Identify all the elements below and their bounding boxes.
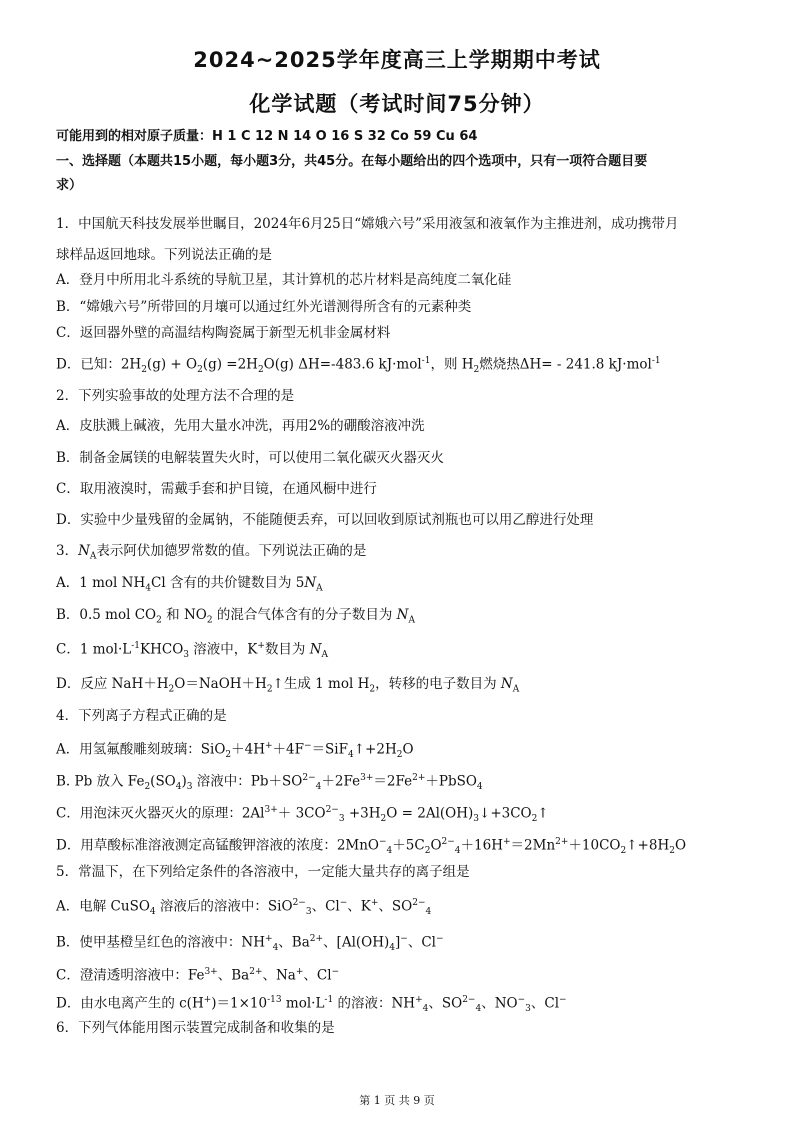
question-3-option-a: A．1 mol $NH_4Cl$ 含有的共价键数目为 $5N_A$ — [56, 575, 323, 594]
question-4-option-a: A．用氢氟酸雕刻玻璃：$SiO_2+4H^++4F^-=SiF_4↑+2H_2O$ — [56, 741, 414, 761]
question-3-option-c: C．1 $mol\cdot L^{-1}KHCO_3$ 溶液中，K+数目为 $N_A$ — [56, 641, 329, 661]
question-1-option-a: A．登月中所用北斗系统的导航卫星，其计算机的芯片材料是高纯度二氧化硅 — [56, 272, 512, 288]
question-6-stem: 6．下列气体能用图示装置完成制备和收集的是 — [56, 1020, 335, 1036]
question-3-stem: 3．$N_A$表示阿伏加德罗常数的值。下列说法正确的是 — [56, 543, 367, 562]
question-4-option-d: D．用草酸标准溶液测定高锰酸钾溶液的浓度：$2MnO^-_4+5C_2O^{2-}_4+16H^+=2Mn^{2+}+10CO_2↑+8H_2O$ — [56, 837, 687, 857]
question-2-option-b: B．制备金属镁的电解装置失火时，可以使用二氧化碳灭火器灭火 — [56, 450, 444, 466]
question-4-stem: 4．下列离子方程式正确的是 — [56, 708, 227, 724]
question-2-option-d: D．实验中少量残留的金属钠，不能随便丢弃，可以回收到原试剂瓶也可以用乙醇进行处理 — [56, 512, 594, 528]
question-5-stem: 5．常温下，在下列给定条件的各溶液中，一定能大量共存的离子组是 — [56, 864, 470, 880]
section-heading: 一、选择题（本题共15小题，每小题3分，共45分。在每小题给出的四个选项中，只有一项符合题目要 — [56, 154, 648, 169]
question-3-option-d: D．反应 $NaH+H_2O=NaOH+H_2↑$生成 1 mol $H_2$，转移的电子数目为 $N_A$ — [56, 676, 520, 695]
page-footer: 第 1 页 共 9 页 — [359, 1094, 435, 1107]
question-5-option-b: B．使甲基橙呈红色的溶液中：$NH^+_4$、$Ba^{2+}$、$[Al(OH)_4]^-$、Cl− — [56, 934, 444, 954]
question-5-option-c: C．澄清透明溶液中：$Fe^{3+}$、$Ba^{2+}$、Na+、Cl− — [56, 967, 340, 984]
question-2-stem: 2．下列实验事故的处理方法不合理的是 — [56, 388, 295, 404]
question-1-option-d: D．已知：$2H_2(g) + O_2(g) =2H_2O(g)$ ΔH=-483.6 kJ·mol$^{-1}$，则 $H_2$燃烧热ΔH= - 241.8 kJ·mol$^{-1}$ — [56, 356, 661, 376]
question-1-option-b: B．“嫦娥六号”所带回的月壤可以通过红外光谱测得所含有的元素种类 — [56, 299, 472, 315]
question-3-option-b: B．0.5 mol $CO_2$ 和 $NO_2$ 的混合气体含有的分子数目为 $N_A$ — [56, 607, 415, 626]
question-5-option-d: D．由水电离产生的 $c(H^+)=1\times 10^{-13}$ $mol\cdot L^{-1}$ 的溶液：$NH^+_4$、$SO^{2-}_4$、$NO^-_3$、Cl− — [56, 995, 567, 1015]
question-2-option-c: C．取用液溴时，需戴手套和护目镜，在通风橱中进行 — [56, 481, 377, 497]
question-1-stem: 1．中国航天科技发展举世瞩目，2024年6月25日“嫦娥六号”采用液氢和液氧作为主推进剂，成功携带月 — [56, 216, 679, 232]
section-heading-cont: 求） — [56, 178, 83, 193]
atomic-masses: 可能用到的相对原子质量：H 1 C 12 N 14 O 16 S 32 Co 59 Cu 64 — [56, 129, 478, 144]
exam-title: 2024~2025学年度高三上学期期中考试 — [193, 48, 601, 72]
exam-subtitle: 化学试题（考试时间75分钟） — [249, 92, 545, 116]
question-4-option-c: C．用泡沫灭火器灭火的原理：$2Al^{3+}+ 3CO^{2-}_3 +3H_2O$ = $2Al(OH)_3↓+3CO_2↑$ — [56, 805, 549, 825]
question-1-option-c: C．返回器外壁的高温结构陶瓷属于新型无机非金属材料 — [56, 325, 391, 341]
question-1-stem-cont: 球样品返回地球。下列说法正确的是 — [56, 247, 272, 263]
question-2-option-a: A．皮肤溅上碱液，先用大量水冲洗，再用2%的硼酸溶液冲洗 — [56, 418, 425, 434]
question-5-option-a: A．电解 CuSO$_4$ 溶液后的溶液中：SiO$^{2-}_3$、Cl−、K+、$SO^{2-}_4$ — [56, 898, 432, 918]
question-4-option-b: B. Pb 放入 $Fe_2(SO_4)_3$ 溶液中：$Pb+SO^{2-}_4+2Fe^{3+}=2Fe^{2+}+PbSO_4$ — [56, 773, 483, 793]
